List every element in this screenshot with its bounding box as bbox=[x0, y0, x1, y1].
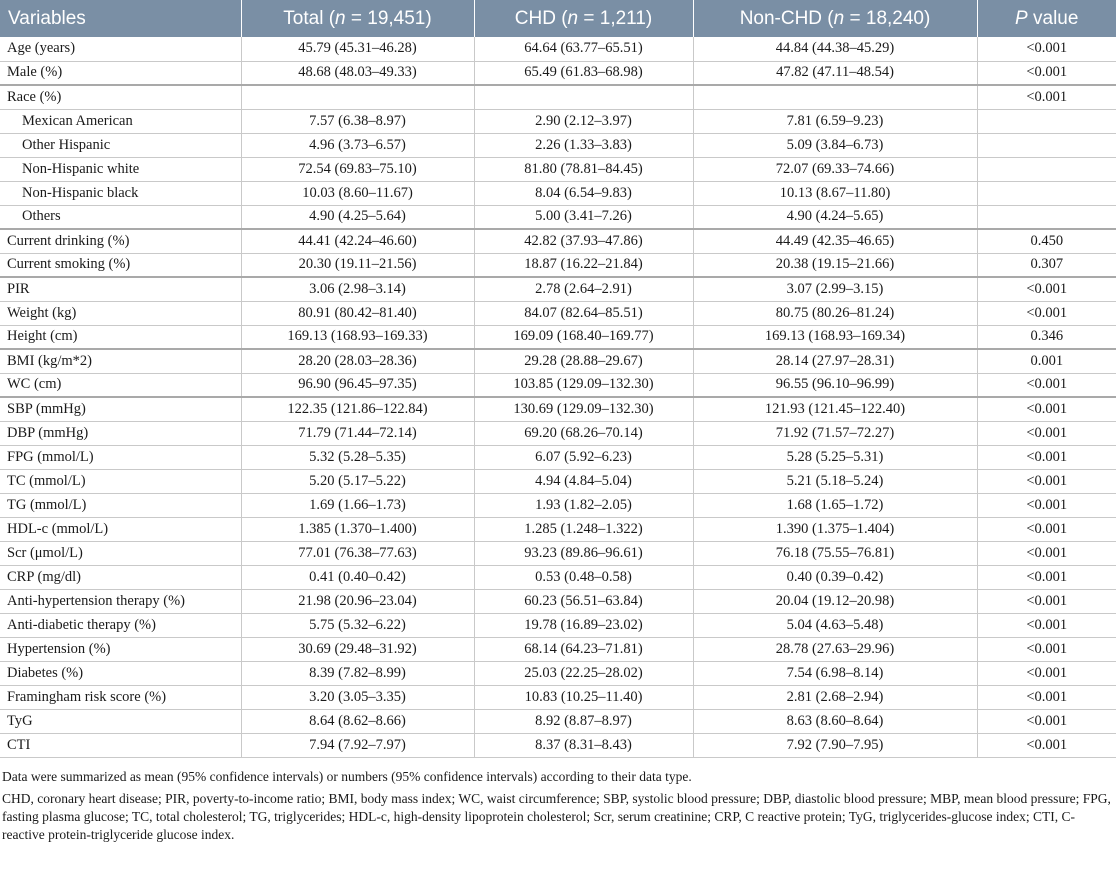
cell-variable: Anti-hypertension therapy (%) bbox=[0, 589, 241, 613]
cell-chd: 8.92 (8.87–8.97) bbox=[474, 709, 693, 733]
cell-non-chd: 80.75 (80.26–81.24) bbox=[693, 301, 977, 325]
cell-total: 0.41 (0.40–0.42) bbox=[241, 565, 474, 589]
cell-variable: Race (%) bbox=[0, 85, 241, 109]
cell-non-chd: 20.04 (19.12–20.98) bbox=[693, 589, 977, 613]
cell-p-value: <0.001 bbox=[977, 445, 1116, 469]
cell-p-value: <0.001 bbox=[977, 589, 1116, 613]
cell-chd: 1.285 (1.248–1.322) bbox=[474, 517, 693, 541]
cell-non-chd: 47.82 (47.11–48.54) bbox=[693, 61, 977, 85]
table-row bbox=[0, 613, 1116, 637]
table-row bbox=[0, 373, 1116, 397]
cell-chd: 29.28 (28.88–29.67) bbox=[474, 349, 693, 373]
cell-non-chd: 10.13 (8.67–11.80) bbox=[693, 181, 977, 205]
cell-p-value: <0.001 bbox=[977, 493, 1116, 517]
cell-non-chd bbox=[693, 85, 977, 109]
table-row bbox=[0, 277, 1116, 301]
cell-variable: Mexican American bbox=[0, 109, 241, 133]
cell-chd: 5.00 (3.41–7.26) bbox=[474, 205, 693, 229]
cell-chd: 169.09 (168.40–169.77) bbox=[474, 325, 693, 349]
cell-non-chd: 2.81 (2.68–2.94) bbox=[693, 685, 977, 709]
cell-chd: 2.26 (1.33–3.83) bbox=[474, 133, 693, 157]
table-row bbox=[0, 733, 1116, 757]
cell-p-value: <0.001 bbox=[977, 613, 1116, 637]
cell-p-value: <0.001 bbox=[977, 661, 1116, 685]
cell-p-value bbox=[977, 133, 1116, 157]
table-row bbox=[0, 493, 1116, 517]
cell-p-value: <0.001 bbox=[977, 277, 1116, 301]
cell-p-value: <0.001 bbox=[977, 565, 1116, 589]
table-row bbox=[0, 61, 1116, 85]
cell-variable: Non-Hispanic white bbox=[0, 157, 241, 181]
cell-p-value: <0.001 bbox=[977, 637, 1116, 661]
cell-variable: BMI (kg/m*2) bbox=[0, 349, 241, 373]
cell-non-chd: 8.63 (8.60–8.64) bbox=[693, 709, 977, 733]
cell-variable: Current drinking (%) bbox=[0, 229, 241, 253]
cell-total: 30.69 (29.48–31.92) bbox=[241, 637, 474, 661]
cell-non-chd: 5.28 (5.25–5.31) bbox=[693, 445, 977, 469]
cell-non-chd: 1.390 (1.375–1.404) bbox=[693, 517, 977, 541]
cell-chd: 68.14 (64.23–71.81) bbox=[474, 637, 693, 661]
header-row bbox=[0, 0, 1116, 37]
cell-total: 28.20 (28.03–28.36) bbox=[241, 349, 474, 373]
cell-chd: 1.93 (1.82–2.05) bbox=[474, 493, 693, 517]
cell-variable: PIR bbox=[0, 277, 241, 301]
cell-p-value bbox=[977, 181, 1116, 205]
header-chd: CHD (n = 1,211) bbox=[474, 0, 693, 37]
cell-total: 77.01 (76.38–77.63) bbox=[241, 541, 474, 565]
cell-p-value: <0.001 bbox=[977, 685, 1116, 709]
cell-p-value: <0.001 bbox=[977, 733, 1116, 757]
cell-non-chd: 7.54 (6.98–8.14) bbox=[693, 661, 977, 685]
cell-total: 3.20 (3.05–3.35) bbox=[241, 685, 474, 709]
cell-variable: Anti-diabetic therapy (%) bbox=[0, 613, 241, 637]
table-row bbox=[0, 589, 1116, 613]
cell-variable: Current smoking (%) bbox=[0, 253, 241, 277]
table-row bbox=[0, 445, 1116, 469]
cell-non-chd: 7.81 (6.59–9.23) bbox=[693, 109, 977, 133]
table-footnotes bbox=[0, 758, 1116, 844]
cell-total: 21.98 (20.96–23.04) bbox=[241, 589, 474, 613]
header-p-value: P value bbox=[977, 0, 1116, 37]
cell-p-value bbox=[977, 157, 1116, 181]
cell-chd: 6.07 (5.92–6.23) bbox=[474, 445, 693, 469]
cell-total: 80.91 (80.42–81.40) bbox=[241, 301, 474, 325]
cell-p-value: <0.001 bbox=[977, 301, 1116, 325]
cell-total: 5.75 (5.32–6.22) bbox=[241, 613, 474, 637]
table-row bbox=[0, 685, 1116, 709]
cell-total bbox=[241, 85, 474, 109]
cell-chd: 130.69 (129.09–132.30) bbox=[474, 397, 693, 421]
cell-chd: 19.78 (16.89–23.02) bbox=[474, 613, 693, 637]
cell-variable: TyG bbox=[0, 709, 241, 733]
cell-variable: TC (mmol/L) bbox=[0, 469, 241, 493]
cell-variable: Weight (kg) bbox=[0, 301, 241, 325]
cell-p-value bbox=[977, 109, 1116, 133]
table-row bbox=[0, 229, 1116, 253]
cell-chd: 65.49 (61.83–68.98) bbox=[474, 61, 693, 85]
cell-variable: FPG (mmol/L) bbox=[0, 445, 241, 469]
cell-non-chd: 28.14 (27.97–28.31) bbox=[693, 349, 977, 373]
cell-variable: Framingham risk score (%) bbox=[0, 685, 241, 709]
header-variables: Variables bbox=[0, 0, 241, 37]
cell-total: 45.79 (45.31–46.28) bbox=[241, 37, 474, 61]
cell-p-value: <0.001 bbox=[977, 469, 1116, 493]
cell-variable: Non-Hispanic black bbox=[0, 181, 241, 205]
cell-total: 169.13 (168.93–169.33) bbox=[241, 325, 474, 349]
cell-p-value: <0.001 bbox=[977, 373, 1116, 397]
cell-non-chd: 7.92 (7.90–7.95) bbox=[693, 733, 977, 757]
table-row bbox=[0, 37, 1116, 61]
table-row bbox=[0, 709, 1116, 733]
cell-chd: 2.90 (2.12–3.97) bbox=[474, 109, 693, 133]
table-row bbox=[0, 637, 1116, 661]
cell-p-value: <0.001 bbox=[977, 61, 1116, 85]
cell-total: 4.90 (4.25–5.64) bbox=[241, 205, 474, 229]
cell-p-value: 0.346 bbox=[977, 325, 1116, 349]
cell-variable: HDL-c (mmol/L) bbox=[0, 517, 241, 541]
cell-non-chd: 44.49 (42.35–46.65) bbox=[693, 229, 977, 253]
cell-p-value: <0.001 bbox=[977, 709, 1116, 733]
cell-total: 72.54 (69.83–75.10) bbox=[241, 157, 474, 181]
cell-variable: Others bbox=[0, 205, 241, 229]
cell-variable: CTI bbox=[0, 733, 241, 757]
cell-variable: Other Hispanic bbox=[0, 133, 241, 157]
table-row bbox=[0, 349, 1116, 373]
table-row bbox=[0, 133, 1116, 157]
cell-p-value: <0.001 bbox=[977, 541, 1116, 565]
cell-total: 4.96 (3.73–6.57) bbox=[241, 133, 474, 157]
table-row bbox=[0, 469, 1116, 493]
cell-variable: TG (mmol/L) bbox=[0, 493, 241, 517]
cell-chd: 25.03 (22.25–28.02) bbox=[474, 661, 693, 685]
cell-chd: 60.23 (56.51–63.84) bbox=[474, 589, 693, 613]
cell-chd: 8.37 (8.31–8.43) bbox=[474, 733, 693, 757]
cell-chd: 103.85 (129.09–132.30) bbox=[474, 373, 693, 397]
cell-chd: 81.80 (78.81–84.45) bbox=[474, 157, 693, 181]
cell-variable: Diabetes (%) bbox=[0, 661, 241, 685]
header-total: Total (n = 19,451) bbox=[241, 0, 474, 37]
cell-non-chd: 169.13 (168.93–169.34) bbox=[693, 325, 977, 349]
cell-p-value: <0.001 bbox=[977, 517, 1116, 541]
cell-variable: Hypertension (%) bbox=[0, 637, 241, 661]
cell-total: 1.69 (1.66–1.73) bbox=[241, 493, 474, 517]
cell-chd: 4.94 (4.84–5.04) bbox=[474, 469, 693, 493]
cell-p-value: <0.001 bbox=[977, 397, 1116, 421]
cell-non-chd: 5.21 (5.18–5.24) bbox=[693, 469, 977, 493]
table-row bbox=[0, 253, 1116, 277]
cell-total: 8.64 (8.62–8.66) bbox=[241, 709, 474, 733]
cell-variable: Height (cm) bbox=[0, 325, 241, 349]
cell-total: 20.30 (19.11–21.56) bbox=[241, 253, 474, 277]
cell-total: 8.39 (7.82–8.99) bbox=[241, 661, 474, 685]
table-row bbox=[0, 301, 1116, 325]
cell-total: 10.03 (8.60–11.67) bbox=[241, 181, 474, 205]
table-row bbox=[0, 421, 1116, 445]
cell-total: 48.68 (48.03–49.33) bbox=[241, 61, 474, 85]
table-row bbox=[0, 661, 1116, 685]
table-row bbox=[0, 205, 1116, 229]
table-row bbox=[0, 517, 1116, 541]
table-row bbox=[0, 325, 1116, 349]
cell-chd: 93.23 (89.86–96.61) bbox=[474, 541, 693, 565]
cell-non-chd: 4.90 (4.24–5.65) bbox=[693, 205, 977, 229]
cell-total: 122.35 (121.86–122.84) bbox=[241, 397, 474, 421]
cell-total: 7.57 (6.38–8.97) bbox=[241, 109, 474, 133]
cell-total: 44.41 (42.24–46.60) bbox=[241, 229, 474, 253]
cell-chd: 8.04 (6.54–9.83) bbox=[474, 181, 693, 205]
table-row bbox=[0, 541, 1116, 565]
cell-p-value: 0.450 bbox=[977, 229, 1116, 253]
cell-non-chd: 1.68 (1.65–1.72) bbox=[693, 493, 977, 517]
cell-variable: DBP (mmHg) bbox=[0, 421, 241, 445]
table-row bbox=[0, 85, 1116, 109]
cell-p-value: 0.307 bbox=[977, 253, 1116, 277]
table-body bbox=[0, 37, 1116, 757]
cell-non-chd: 96.55 (96.10–96.99) bbox=[693, 373, 977, 397]
cell-non-chd: 71.92 (71.57–72.27) bbox=[693, 421, 977, 445]
cell-total: 3.06 (2.98–3.14) bbox=[241, 277, 474, 301]
cell-chd: 84.07 (82.64–85.51) bbox=[474, 301, 693, 325]
cell-chd: 42.82 (37.93–47.86) bbox=[474, 229, 693, 253]
cell-total: 96.90 (96.45–97.35) bbox=[241, 373, 474, 397]
cell-total: 5.20 (5.17–5.22) bbox=[241, 469, 474, 493]
cell-variable: Male (%) bbox=[0, 61, 241, 85]
cell-variable: Scr (μmol/L) bbox=[0, 541, 241, 565]
cell-total: 7.94 (7.92–7.97) bbox=[241, 733, 474, 757]
cell-chd: 10.83 (10.25–11.40) bbox=[474, 685, 693, 709]
cell-chd: 2.78 (2.64–2.91) bbox=[474, 277, 693, 301]
footnote-summary: Data were summarized as mean (95% confidence intervals) or numbers (95% confidence intervals) according to their data type. bbox=[2, 768, 692, 784]
cell-non-chd: 0.40 (0.39–0.42) bbox=[693, 565, 977, 589]
cell-non-chd: 44.84 (44.38–45.29) bbox=[693, 37, 977, 61]
cell-p-value: <0.001 bbox=[977, 37, 1116, 61]
table-row bbox=[0, 565, 1116, 589]
cell-variable: SBP (mmHg) bbox=[0, 397, 241, 421]
cell-non-chd: 5.09 (3.84–6.73) bbox=[693, 133, 977, 157]
cell-non-chd: 76.18 (75.55–76.81) bbox=[693, 541, 977, 565]
cell-chd bbox=[474, 85, 693, 109]
cell-chd: 64.64 (63.77–65.51) bbox=[474, 37, 693, 61]
cell-variable: CRP (mg/dl) bbox=[0, 565, 241, 589]
header-non-chd: Non-CHD (n = 18,240) bbox=[693, 0, 977, 37]
cell-p-value: <0.001 bbox=[977, 421, 1116, 445]
cell-total: 71.79 (71.44–72.14) bbox=[241, 421, 474, 445]
cell-non-chd: 72.07 (69.33–74.66) bbox=[693, 157, 977, 181]
table-row bbox=[0, 109, 1116, 133]
table-row bbox=[0, 181, 1116, 205]
cell-non-chd: 28.78 (27.63–29.96) bbox=[693, 637, 977, 661]
table-row bbox=[0, 157, 1116, 181]
cell-variable: Age (years) bbox=[0, 37, 241, 61]
cell-non-chd: 20.38 (19.15–21.66) bbox=[693, 253, 977, 277]
cell-non-chd: 3.07 (2.99–3.15) bbox=[693, 277, 977, 301]
cell-p-value bbox=[977, 205, 1116, 229]
cell-total: 5.32 (5.28–5.35) bbox=[241, 445, 474, 469]
cell-chd: 69.20 (68.26–70.14) bbox=[474, 421, 693, 445]
cell-chd: 18.87 (16.22–21.84) bbox=[474, 253, 693, 277]
table-row bbox=[0, 397, 1116, 421]
footnote-abbreviations: CHD, coronary heart disease; PIR, poverty-to-income ratio; BMI, body mass index; WC, waist circumference; SBP, systolic blood pressure; DBP, diastolic blood pressure; MBP, mean blood pressure; FPG, fasting plasma glucose; TC, total cholesterol; TG, triglycerides; HDL-c, high-density lipoprotein cholesterol; Scr, serum creatinine; CRP, C reactive protein; TyG, triglycerides-glucose index; CTI, C-reactive protein-triglyceride glucose index. bbox=[2, 790, 1111, 842]
cell-chd: 0.53 (0.48–0.58) bbox=[474, 565, 693, 589]
cell-total: 1.385 (1.370–1.400) bbox=[241, 517, 474, 541]
cell-p-value: 0.001 bbox=[977, 349, 1116, 373]
cell-non-chd: 5.04 (4.63–5.48) bbox=[693, 613, 977, 637]
cell-variable: WC (cm) bbox=[0, 373, 241, 397]
cell-non-chd: 121.93 (121.45–122.40) bbox=[693, 397, 977, 421]
cell-p-value: <0.001 bbox=[977, 85, 1116, 109]
